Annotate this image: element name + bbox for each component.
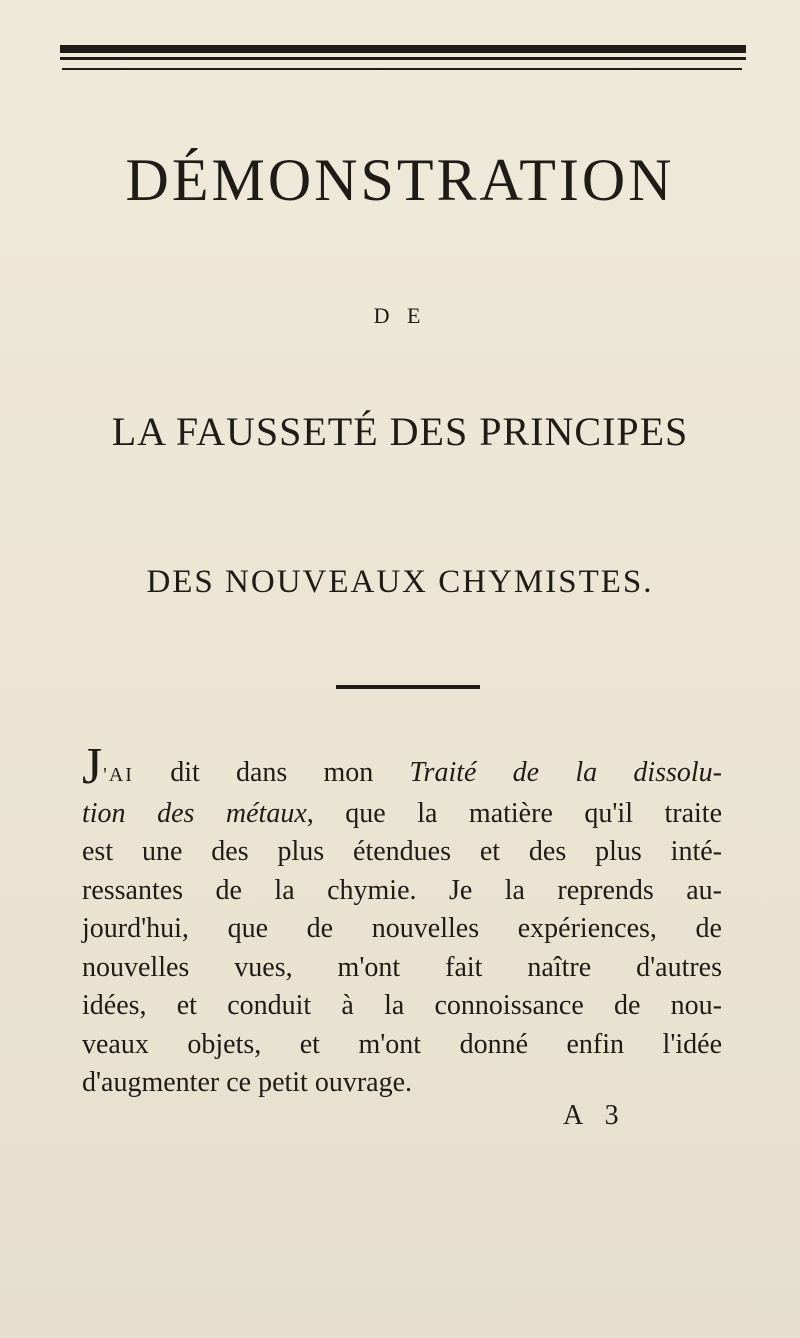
body-line-9: d'augmenter ce petit ouvrage. [82,1067,413,1098]
body-line-2-text: , que la matière qu'il traite [306,797,723,829]
signature-mark: A 3 [563,1100,627,1131]
top-ornamental-rule-thick [60,45,746,53]
body-paragraph [82,738,723,1103]
body-line-5: jourd'hui, que de nouvelles expériences, de [82,913,722,944]
body-line-4: ressantes de la chymie. Je la reprends au- [82,874,722,906]
book-title-italic-part-2: tion des métaux [82,797,307,829]
top-ornamental-rule-thin [60,57,746,60]
drop-cap: J [82,738,103,795]
body-line-2 [82,795,722,834]
small-caps-lead: 'AI [103,764,134,786]
body-line-8: veaux objets, et m'ont donné enfin l'idée [82,1028,722,1060]
page-title: DÉMONSTRATION [125,147,675,213]
body-line-1-text: dit dans mon [133,757,410,788]
top-ornamental-rule-hair [62,68,742,70]
body-line-3: est une des plus étendues et des plus inté- [82,836,722,867]
title-connector: D E [373,303,427,328]
subtitle-line-1: LA FAUSSETÉ DES PRINCIPES [111,409,689,454]
book-title-italic-part-1: Traité de la dissolu- [409,757,722,788]
section-divider [336,685,480,689]
body-line-6: nouvelles vues, m'ont fait naître d'autres [82,951,722,983]
subtitle-line-2: DES NOUVEAUX CHYMISTES. [146,564,654,600]
body-line-7: idées, et conduit à la connoissance de nou- [82,990,722,1021]
body-line-1 [82,738,722,795]
